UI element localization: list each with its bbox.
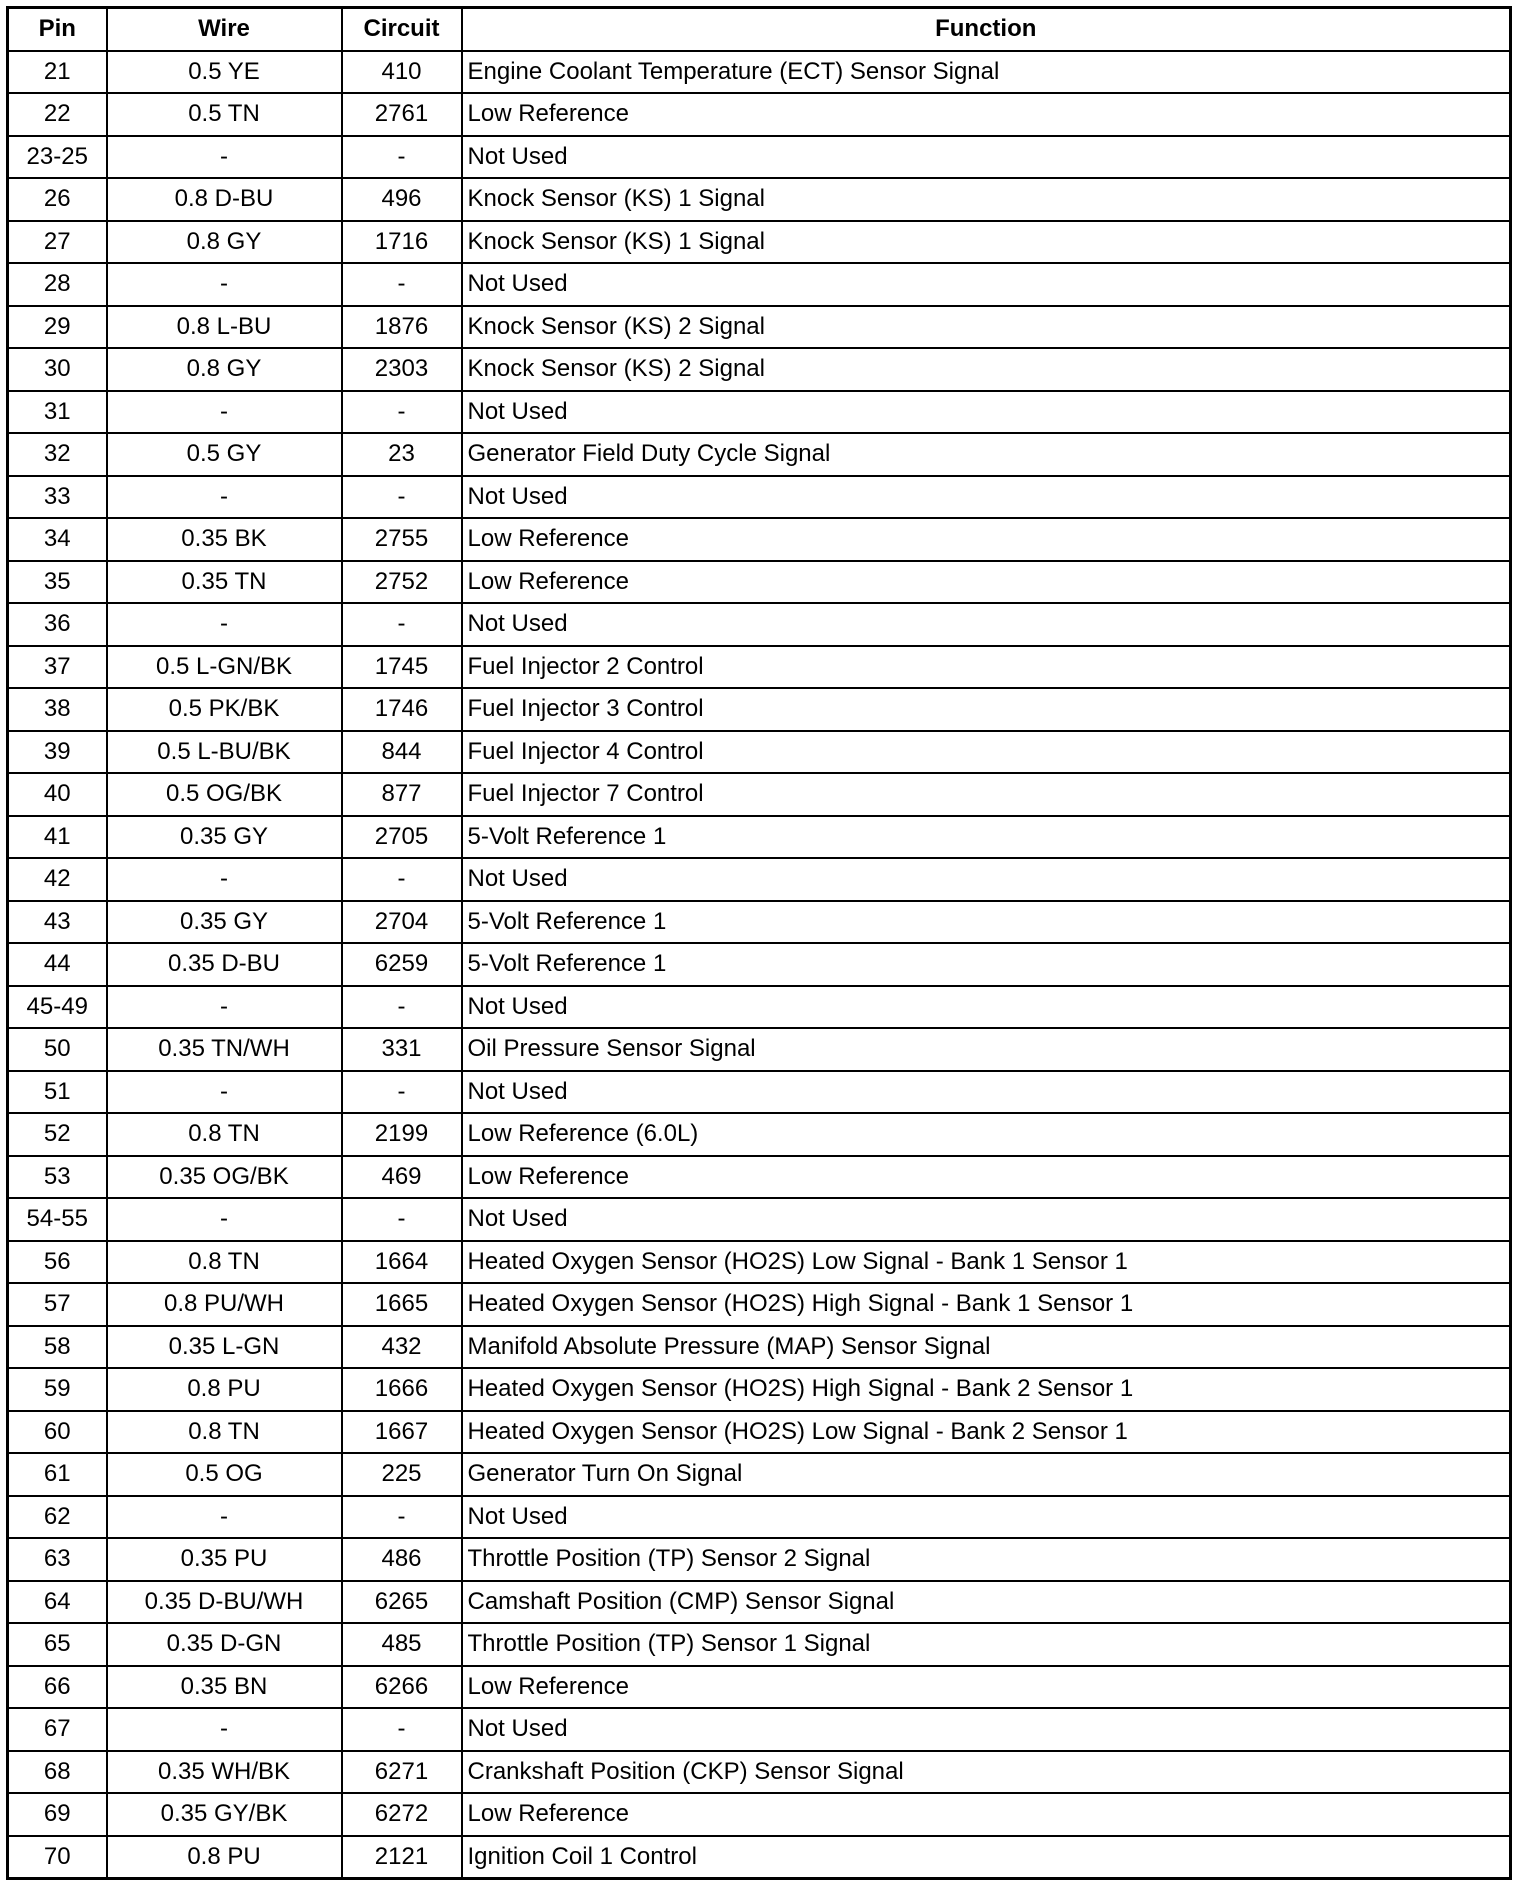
function-cell: Heated Oxygen Sensor (HO2S) High Signal - Bank 2 Sensor 1 xyxy=(462,1368,1511,1411)
wire-cell: 0.35 GY/BK xyxy=(107,1793,342,1836)
table-row xyxy=(8,1793,1511,1836)
table-row xyxy=(8,1028,1511,1071)
function-cell: Not Used xyxy=(462,1708,1511,1751)
wire-cell: - xyxy=(107,391,342,434)
circuit-cell: 331 xyxy=(342,1028,462,1071)
table-row xyxy=(8,1156,1511,1199)
circuit-cell: - xyxy=(342,1198,462,1241)
pin-cell: 27 xyxy=(8,221,107,264)
wire-cell: - xyxy=(107,1496,342,1539)
wire-cell: 0.35 L-GN xyxy=(107,1326,342,1369)
function-cell: 5-Volt Reference 1 xyxy=(462,816,1511,859)
table-row xyxy=(8,93,1511,136)
table-body xyxy=(8,51,1511,1879)
circuit-cell: - xyxy=(342,263,462,306)
function-cell: Low Reference xyxy=(462,1793,1511,1836)
pinout-table xyxy=(6,6,1512,1880)
pin-cell: 40 xyxy=(8,773,107,816)
wire-cell: 0.8 PU xyxy=(107,1836,342,1879)
function-cell: Fuel Injector 3 Control xyxy=(462,688,1511,731)
circuit-cell: 1666 xyxy=(342,1368,462,1411)
pin-cell: 39 xyxy=(8,731,107,774)
table-row xyxy=(8,348,1511,391)
circuit-cell: - xyxy=(342,136,462,179)
circuit-cell: 496 xyxy=(342,178,462,221)
wire-cell: - xyxy=(107,476,342,519)
pin-cell: 70 xyxy=(8,1836,107,1879)
function-cell: Knock Sensor (KS) 2 Signal xyxy=(462,306,1511,349)
wire-cell: 0.5 L-BU/BK xyxy=(107,731,342,774)
pin-cell: 54-55 xyxy=(8,1198,107,1241)
pin-cell: 42 xyxy=(8,858,107,901)
circuit-cell: 469 xyxy=(342,1156,462,1199)
pin-cell: 32 xyxy=(8,433,107,476)
table-row xyxy=(8,263,1511,306)
circuit-cell: 6272 xyxy=(342,1793,462,1836)
wire-cell: 0.8 GY xyxy=(107,348,342,391)
table-row xyxy=(8,1326,1511,1369)
circuit-cell: 2752 xyxy=(342,561,462,604)
pin-cell: 21 xyxy=(8,51,107,94)
header-row xyxy=(8,8,1511,51)
wire-cell: 0.35 TN xyxy=(107,561,342,604)
function-cell: Not Used xyxy=(462,476,1511,519)
table-row xyxy=(8,1666,1511,1709)
function-cell: Low Reference xyxy=(462,93,1511,136)
pin-cell: 29 xyxy=(8,306,107,349)
table-row xyxy=(8,646,1511,689)
wire-cell: 0.5 TN xyxy=(107,93,342,136)
function-cell: Throttle Position (TP) Sensor 2 Signal xyxy=(462,1538,1511,1581)
wire-cell: - xyxy=(107,263,342,306)
table-row xyxy=(8,773,1511,816)
function-cell: Heated Oxygen Sensor (HO2S) Low Signal - Bank 1 Sensor 1 xyxy=(462,1241,1511,1284)
wire-cell: 0.35 GY xyxy=(107,816,342,859)
wire-cell: 0.5 GY xyxy=(107,433,342,476)
header-function: Function xyxy=(462,8,1511,51)
table-row xyxy=(8,986,1511,1029)
header-pin: Pin xyxy=(8,8,107,51)
function-cell: Throttle Position (TP) Sensor 1 Signal xyxy=(462,1623,1511,1666)
wire-cell: 0.5 OG xyxy=(107,1453,342,1496)
function-cell: Not Used xyxy=(462,858,1511,901)
wire-cell: - xyxy=(107,603,342,646)
wire-cell: 0.35 D-GN xyxy=(107,1623,342,1666)
circuit-cell: 410 xyxy=(342,51,462,94)
pin-cell: 65 xyxy=(8,1623,107,1666)
function-cell: Low Reference xyxy=(462,561,1511,604)
wire-cell: 0.35 D-BU xyxy=(107,943,342,986)
wire-cell: 0.35 WH/BK xyxy=(107,1751,342,1794)
pin-cell: 66 xyxy=(8,1666,107,1709)
function-cell: Crankshaft Position (CKP) Sensor Signal xyxy=(462,1751,1511,1794)
table-row xyxy=(8,1538,1511,1581)
wire-cell: 0.35 TN/WH xyxy=(107,1028,342,1071)
function-cell: Not Used xyxy=(462,391,1511,434)
function-cell: Heated Oxygen Sensor (HO2S) High Signal - Bank 1 Sensor 1 xyxy=(462,1283,1511,1326)
circuit-cell: 6259 xyxy=(342,943,462,986)
function-cell: Not Used xyxy=(462,263,1511,306)
circuit-cell: - xyxy=(342,603,462,646)
pin-cell: 31 xyxy=(8,391,107,434)
circuit-cell: 1746 xyxy=(342,688,462,731)
wire-cell: 0.5 OG/BK xyxy=(107,773,342,816)
pin-cell: 36 xyxy=(8,603,107,646)
function-cell: Fuel Injector 7 Control xyxy=(462,773,1511,816)
function-cell: Not Used xyxy=(462,1496,1511,1539)
circuit-cell: - xyxy=(342,476,462,519)
pin-cell: 68 xyxy=(8,1751,107,1794)
pin-cell: 45-49 xyxy=(8,986,107,1029)
circuit-cell: 486 xyxy=(342,1538,462,1581)
table-row xyxy=(8,433,1511,476)
table-row xyxy=(8,518,1511,561)
circuit-cell: 2121 xyxy=(342,1836,462,1879)
pin-cell: 22 xyxy=(8,93,107,136)
pin-cell: 38 xyxy=(8,688,107,731)
wire-cell: - xyxy=(107,986,342,1029)
wire-cell: 0.8 L-BU xyxy=(107,306,342,349)
function-cell: Not Used xyxy=(462,603,1511,646)
pin-cell: 58 xyxy=(8,1326,107,1369)
pin-cell: 43 xyxy=(8,901,107,944)
circuit-cell: 2704 xyxy=(342,901,462,944)
table-row xyxy=(8,858,1511,901)
function-cell: Not Used xyxy=(462,986,1511,1029)
pin-cell: 52 xyxy=(8,1113,107,1156)
wire-cell: 0.8 PU/WH xyxy=(107,1283,342,1326)
circuit-cell: 6266 xyxy=(342,1666,462,1709)
wire-cell: 0.5 PK/BK xyxy=(107,688,342,731)
pin-cell: 51 xyxy=(8,1071,107,1114)
wire-cell: 0.8 TN xyxy=(107,1241,342,1284)
table-row xyxy=(8,1453,1511,1496)
function-cell: 5-Volt Reference 1 xyxy=(462,943,1511,986)
pin-cell: 64 xyxy=(8,1581,107,1624)
circuit-cell: - xyxy=(342,858,462,901)
table-row xyxy=(8,136,1511,179)
wire-cell: 0.35 PU xyxy=(107,1538,342,1581)
table-row xyxy=(8,561,1511,604)
pin-cell: 53 xyxy=(8,1156,107,1199)
circuit-cell: 2199 xyxy=(342,1113,462,1156)
circuit-cell: - xyxy=(342,1071,462,1114)
pin-cell: 35 xyxy=(8,561,107,604)
pin-cell: 63 xyxy=(8,1538,107,1581)
wire-cell: 0.5 L-GN/BK xyxy=(107,646,342,689)
table-row xyxy=(8,1751,1511,1794)
circuit-cell: 6271 xyxy=(342,1751,462,1794)
circuit-cell: - xyxy=(342,1708,462,1751)
circuit-cell: 2761 xyxy=(342,93,462,136)
table-row xyxy=(8,731,1511,774)
table-row xyxy=(8,1623,1511,1666)
pin-cell: 28 xyxy=(8,263,107,306)
circuit-cell: 844 xyxy=(342,731,462,774)
wire-cell: - xyxy=(107,1071,342,1114)
wire-cell: 0.35 GY xyxy=(107,901,342,944)
table-row xyxy=(8,603,1511,646)
function-cell: Oil Pressure Sensor Signal xyxy=(462,1028,1511,1071)
pin-cell: 56 xyxy=(8,1241,107,1284)
pin-cell: 34 xyxy=(8,518,107,561)
function-cell: Fuel Injector 4 Control xyxy=(462,731,1511,774)
wire-cell: 0.8 TN xyxy=(107,1411,342,1454)
function-cell: Low Reference xyxy=(462,1156,1511,1199)
table-row xyxy=(8,901,1511,944)
wire-cell: - xyxy=(107,1198,342,1241)
circuit-cell: 485 xyxy=(342,1623,462,1666)
pin-cell: 30 xyxy=(8,348,107,391)
pin-cell: 60 xyxy=(8,1411,107,1454)
pin-cell: 62 xyxy=(8,1496,107,1539)
wire-cell: 0.8 D-BU xyxy=(107,178,342,221)
table-row xyxy=(8,1581,1511,1624)
table-row xyxy=(8,1283,1511,1326)
header-circuit: Circuit xyxy=(342,8,462,51)
function-cell: Low Reference xyxy=(462,1666,1511,1709)
function-cell: Manifold Absolute Pressure (MAP) Sensor Signal xyxy=(462,1326,1511,1369)
pin-cell: 26 xyxy=(8,178,107,221)
table-row xyxy=(8,178,1511,221)
function-cell: Low Reference (6.0L) xyxy=(462,1113,1511,1156)
function-cell: Knock Sensor (KS) 2 Signal xyxy=(462,348,1511,391)
table-row xyxy=(8,1496,1511,1539)
function-cell: Knock Sensor (KS) 1 Signal xyxy=(462,221,1511,264)
circuit-cell: 1716 xyxy=(342,221,462,264)
table-row xyxy=(8,221,1511,264)
table-row xyxy=(8,391,1511,434)
circuit-cell: 877 xyxy=(342,773,462,816)
pin-cell: 33 xyxy=(8,476,107,519)
table-row xyxy=(8,1113,1511,1156)
pin-cell: 37 xyxy=(8,646,107,689)
circuit-cell: 1665 xyxy=(342,1283,462,1326)
table-row xyxy=(8,816,1511,859)
pin-cell: 50 xyxy=(8,1028,107,1071)
function-cell: Fuel Injector 2 Control xyxy=(462,646,1511,689)
table-row xyxy=(8,476,1511,519)
table-row xyxy=(8,51,1511,94)
wire-cell: 0.8 PU xyxy=(107,1368,342,1411)
wire-cell: 0.35 BN xyxy=(107,1666,342,1709)
table-row xyxy=(8,1411,1511,1454)
circuit-cell: - xyxy=(342,986,462,1029)
function-cell: Engine Coolant Temperature (ECT) Sensor Signal xyxy=(462,51,1511,94)
pin-cell: 44 xyxy=(8,943,107,986)
circuit-cell: 2705 xyxy=(342,816,462,859)
circuit-cell: 1745 xyxy=(342,646,462,689)
wire-cell: 0.35 OG/BK xyxy=(107,1156,342,1199)
circuit-cell: 23 xyxy=(342,433,462,476)
function-cell: 5-Volt Reference 1 xyxy=(462,901,1511,944)
function-cell: Generator Field Duty Cycle Signal xyxy=(462,433,1511,476)
circuit-cell: 432 xyxy=(342,1326,462,1369)
table-row xyxy=(8,1836,1511,1879)
circuit-cell: 2303 xyxy=(342,348,462,391)
table-row xyxy=(8,1708,1511,1751)
wire-cell: - xyxy=(107,136,342,179)
function-cell: Not Used xyxy=(462,136,1511,179)
pin-cell: 41 xyxy=(8,816,107,859)
wire-cell: - xyxy=(107,1708,342,1751)
pin-cell: 57 xyxy=(8,1283,107,1326)
circuit-cell: - xyxy=(342,1496,462,1539)
function-cell: Ignition Coil 1 Control xyxy=(462,1836,1511,1879)
circuit-cell: 1664 xyxy=(342,1241,462,1284)
pin-cell: 61 xyxy=(8,1453,107,1496)
pin-cell: 69 xyxy=(8,1793,107,1836)
function-cell: Generator Turn On Signal xyxy=(462,1453,1511,1496)
table-row xyxy=(8,943,1511,986)
function-cell: Not Used xyxy=(462,1198,1511,1241)
wire-cell: - xyxy=(107,858,342,901)
pin-cell: 59 xyxy=(8,1368,107,1411)
function-cell: Low Reference xyxy=(462,518,1511,561)
table-row xyxy=(8,1198,1511,1241)
circuit-cell: 2755 xyxy=(342,518,462,561)
table-row xyxy=(8,1368,1511,1411)
pin-cell: 23-25 xyxy=(8,136,107,179)
function-cell: Heated Oxygen Sensor (HO2S) Low Signal - Bank 2 Sensor 1 xyxy=(462,1411,1511,1454)
table-row xyxy=(8,1071,1511,1114)
table-row xyxy=(8,1241,1511,1284)
wire-cell: 0.5 YE xyxy=(107,51,342,94)
wire-cell: 0.8 TN xyxy=(107,1113,342,1156)
circuit-cell: 6265 xyxy=(342,1581,462,1624)
table-header xyxy=(8,8,1511,51)
pin-cell: 67 xyxy=(8,1708,107,1751)
circuit-cell: 225 xyxy=(342,1453,462,1496)
function-cell: Camshaft Position (CMP) Sensor Signal xyxy=(462,1581,1511,1624)
wire-cell: 0.8 GY xyxy=(107,221,342,264)
table-row xyxy=(8,306,1511,349)
table-row xyxy=(8,688,1511,731)
function-cell: Not Used xyxy=(462,1071,1511,1114)
header-wire: Wire xyxy=(107,8,342,51)
circuit-cell: - xyxy=(342,391,462,434)
circuit-cell: 1876 xyxy=(342,306,462,349)
wire-cell: 0.35 BK xyxy=(107,518,342,561)
function-cell: Knock Sensor (KS) 1 Signal xyxy=(462,178,1511,221)
circuit-cell: 1667 xyxy=(342,1411,462,1454)
wire-cell: 0.35 D-BU/WH xyxy=(107,1581,342,1624)
